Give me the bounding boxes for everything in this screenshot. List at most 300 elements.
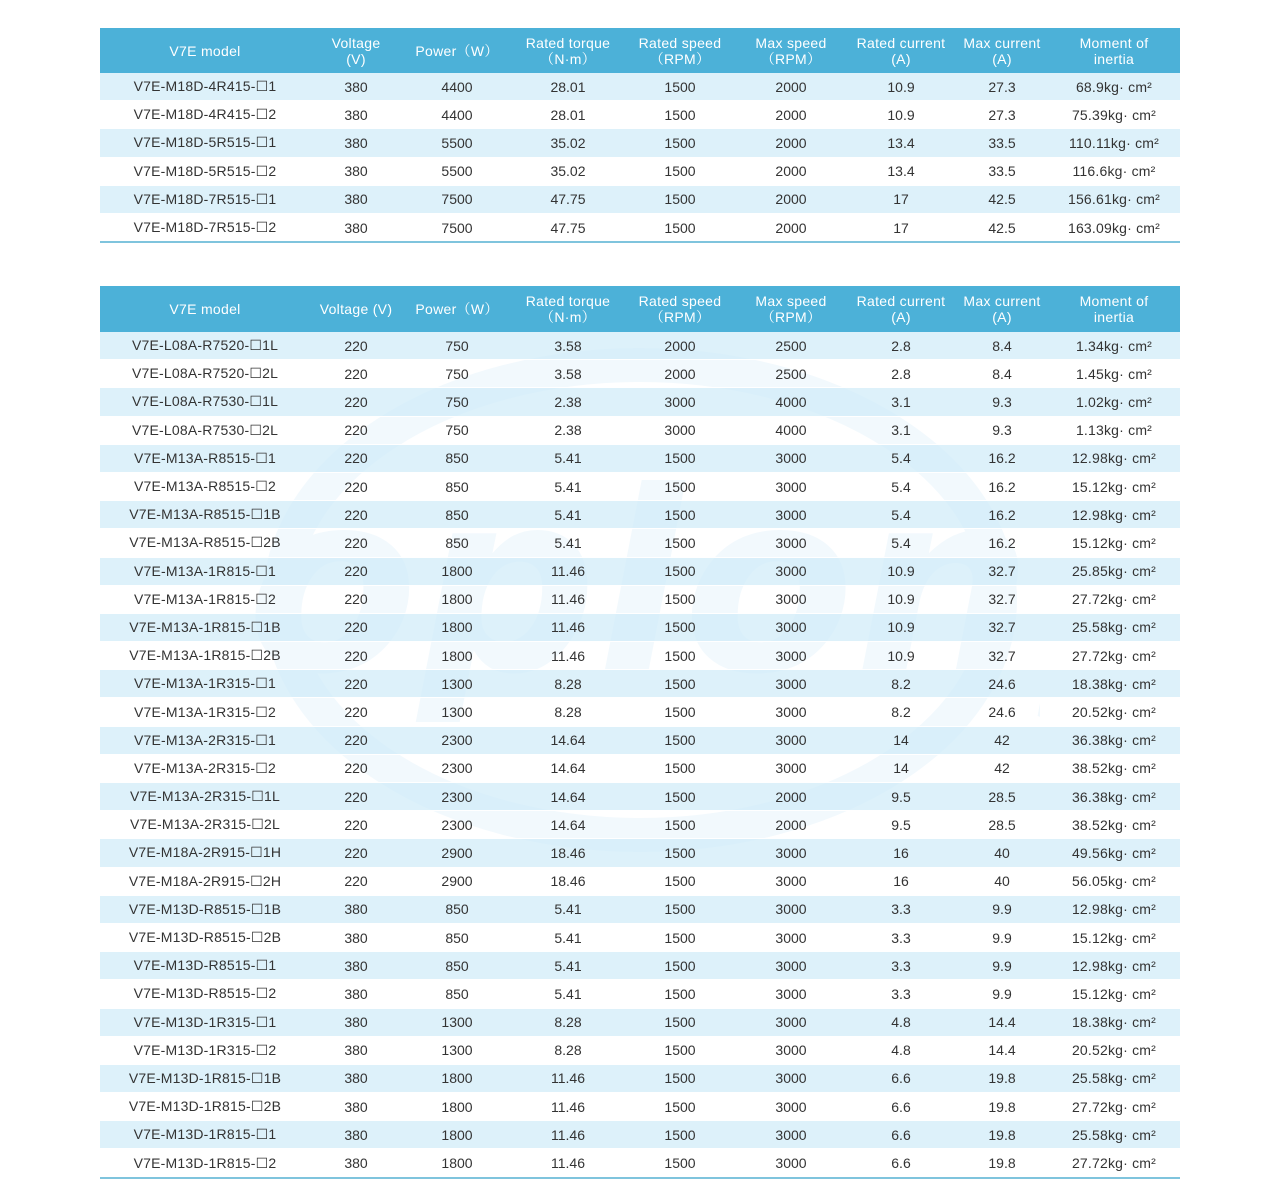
table-row	[100, 213, 1180, 242]
header-rated-current	[846, 286, 956, 332]
cell-moment-of-inertia: 15.12kg· cm²	[1048, 529, 1180, 557]
table-row	[100, 1064, 1180, 1092]
cell-model: V7E-M18D-5R515-☐2	[100, 157, 310, 185]
cell-moment-of-inertia: 25.58kg· cm²	[1048, 1121, 1180, 1149]
cell-max-speed: 3000	[736, 923, 846, 951]
cell-voltage: 380	[310, 213, 402, 242]
table-row	[100, 923, 1180, 951]
cell-voltage: 220	[310, 501, 402, 529]
cell-power: 1800	[402, 1121, 512, 1149]
table-row	[100, 1149, 1180, 1178]
cell-model: V7E-M13D-1R815-☐1B	[100, 1064, 310, 1092]
cell-max-speed: 3000	[736, 1093, 846, 1121]
header-label-line2: inertia	[1093, 50, 1135, 67]
cell-rated-current: 10.9	[846, 585, 956, 613]
cell-moment-of-inertia: 12.98kg· cm²	[1048, 895, 1180, 923]
cell-max-current: 16.2	[956, 472, 1048, 500]
header-label-line2: （N·m）	[540, 309, 596, 325]
cell-moment-of-inertia: 25.58kg· cm²	[1048, 613, 1180, 641]
header-label-line1: V7E model	[169, 301, 241, 317]
cell-model: V7E-M13A-R8515-☐2B	[100, 529, 310, 557]
cell-power: 1800	[402, 642, 512, 670]
header-max-speed	[736, 286, 846, 332]
cell-voltage: 380	[310, 1149, 402, 1178]
cell-rated-speed: 1500	[624, 754, 736, 782]
cell-voltage: 220	[310, 332, 402, 360]
cell-max-speed: 2000	[736, 73, 846, 101]
cell-model: V7E-M13A-1R315-☐1	[100, 670, 310, 698]
header-label-line1: Rated torque	[525, 293, 611, 309]
cell-max-current: 14.4	[956, 1008, 1048, 1036]
cell-rated-current: 6.6	[846, 1064, 956, 1092]
cell-max-current: 19.8	[956, 1093, 1048, 1121]
cell-rated-speed: 1500	[624, 1121, 736, 1149]
cell-max-speed: 3000	[736, 444, 846, 472]
cell-max-speed: 3000	[736, 613, 846, 641]
cell-max-current: 27.3	[956, 73, 1048, 101]
cell-rated-torque: 5.41	[512, 472, 624, 500]
cell-rated-torque: 11.46	[512, 1149, 624, 1178]
cell-max-speed: 3000	[736, 952, 846, 980]
cell-moment-of-inertia: 1.02kg· cm²	[1048, 388, 1180, 416]
cell-rated-torque: 35.02	[512, 129, 624, 157]
cell-voltage: 220	[310, 585, 402, 613]
cell-power: 1300	[402, 670, 512, 698]
header-label-line1: Max current	[963, 293, 1041, 309]
cell-model: V7E-M13D-1R315-☐2	[100, 1036, 310, 1064]
cell-rated-torque: 18.46	[512, 867, 624, 895]
header-label-line1: Rated current	[856, 34, 946, 51]
cell-max-speed: 2500	[736, 360, 846, 388]
cell-rated-torque: 47.75	[512, 185, 624, 213]
cell-rated-current: 14	[846, 726, 956, 754]
cell-moment-of-inertia: 68.9kg· cm²	[1048, 73, 1180, 101]
table-row	[100, 444, 1180, 472]
cell-voltage: 380	[310, 1036, 402, 1064]
cell-max-speed: 2000	[736, 129, 846, 157]
cell-rated-speed: 1500	[624, 670, 736, 698]
table-row	[100, 157, 1180, 185]
table-row	[100, 416, 1180, 444]
header-label-line1: Power（W）	[415, 42, 499, 59]
cell-voltage: 380	[310, 185, 402, 213]
cell-max-current: 27.3	[956, 101, 1048, 129]
cell-model: V7E-M18D-4R415-☐2	[100, 101, 310, 129]
cell-rated-current: 3.1	[846, 416, 956, 444]
cell-rated-speed: 1500	[624, 501, 736, 529]
cell-power: 1800	[402, 1093, 512, 1121]
cell-rated-current: 16	[846, 867, 956, 895]
cell-rated-torque: 5.41	[512, 895, 624, 923]
cell-max-speed: 3000	[736, 867, 846, 895]
cell-rated-torque: 47.75	[512, 213, 624, 242]
cell-moment-of-inertia: 1.13kg· cm²	[1048, 416, 1180, 444]
header-max-current	[956, 286, 1048, 332]
table-row	[100, 557, 1180, 585]
cell-max-speed: 3000	[736, 670, 846, 698]
header-label-line2: （RPM）	[649, 50, 711, 67]
table-row	[100, 185, 1180, 213]
cell-max-current: 9.9	[956, 923, 1048, 951]
cell-model: V7E-M13A-2R315-☐2	[100, 754, 310, 782]
cell-moment-of-inertia: 38.52kg· cm²	[1048, 754, 1180, 782]
cell-moment-of-inertia: 38.52kg· cm²	[1048, 811, 1180, 839]
header-max-speed	[736, 28, 846, 73]
cell-power: 7500	[402, 213, 512, 242]
cell-max-speed: 2000	[736, 811, 846, 839]
cell-rated-speed: 1500	[624, 1036, 736, 1064]
cell-moment-of-inertia: 56.05kg· cm²	[1048, 867, 1180, 895]
cell-moment-of-inertia: 156.61kg· cm²	[1048, 185, 1180, 213]
specs-table-mixed	[100, 286, 1180, 1179]
cell-voltage: 380	[310, 1121, 402, 1149]
table-row	[100, 388, 1180, 416]
cell-voltage: 220	[310, 811, 402, 839]
cell-rated-current: 10.9	[846, 613, 956, 641]
header-label-line2: (V)	[346, 50, 366, 67]
cell-rated-current: 5.4	[846, 472, 956, 500]
cell-rated-torque: 5.41	[512, 923, 624, 951]
cell-power: 1300	[402, 698, 512, 726]
header-power	[402, 286, 512, 332]
cell-power: 1300	[402, 1036, 512, 1064]
cell-max-speed: 3000	[736, 1121, 846, 1149]
cell-max-current: 33.5	[956, 157, 1048, 185]
cell-model: V7E-L08A-R7520-☐1L	[100, 332, 310, 360]
cell-max-current: 42	[956, 726, 1048, 754]
header-model	[100, 286, 310, 332]
table-row	[100, 1093, 1180, 1121]
cell-rated-speed: 1500	[624, 839, 736, 867]
cell-rated-torque: 11.46	[512, 642, 624, 670]
cell-max-speed: 4000	[736, 416, 846, 444]
cell-max-current: 28.5	[956, 811, 1048, 839]
cell-power: 750	[402, 360, 512, 388]
cell-max-speed: 2000	[736, 101, 846, 129]
header-label-line2: (A)	[992, 50, 1012, 67]
cell-rated-speed: 2000	[624, 360, 736, 388]
cell-voltage: 380	[310, 952, 402, 980]
cell-max-speed: 3000	[736, 1008, 846, 1036]
cell-rated-speed: 1500	[624, 783, 736, 811]
cell-voltage: 220	[310, 670, 402, 698]
cell-model: V7E-L08A-R7520-☐2L	[100, 360, 310, 388]
cell-power: 2300	[402, 754, 512, 782]
cell-voltage: 220	[310, 613, 402, 641]
header-label-line1: Max speed	[755, 34, 827, 51]
cell-max-current: 33.5	[956, 129, 1048, 157]
table-row	[100, 811, 1180, 839]
table-row	[100, 613, 1180, 641]
table-row	[100, 952, 1180, 980]
cell-max-speed: 3000	[736, 472, 846, 500]
cell-model: V7E-M13D-R8515-☐1	[100, 952, 310, 980]
cell-rated-torque: 8.28	[512, 1008, 624, 1036]
cell-max-speed: 3000	[736, 980, 846, 1008]
cell-rated-current: 6.6	[846, 1093, 956, 1121]
cell-power: 850	[402, 444, 512, 472]
cell-rated-current: 2.8	[846, 360, 956, 388]
cell-power: 1800	[402, 557, 512, 585]
cell-model: V7E-M13A-1R815-☐1B	[100, 613, 310, 641]
cell-rated-torque: 3.58	[512, 332, 624, 360]
table-row	[100, 980, 1180, 1008]
cell-voltage: 220	[310, 529, 402, 557]
cell-rated-current: 5.4	[846, 444, 956, 472]
cell-max-current: 24.6	[956, 698, 1048, 726]
cell-power: 1800	[402, 1149, 512, 1178]
header-rated-current	[846, 28, 956, 73]
cell-moment-of-inertia: 27.72kg· cm²	[1048, 642, 1180, 670]
cell-rated-torque: 5.41	[512, 980, 624, 1008]
header-label-line1: Max speed	[755, 293, 827, 309]
cell-voltage: 380	[310, 980, 402, 1008]
cell-max-current: 40	[956, 867, 1048, 895]
cell-max-current: 16.2	[956, 529, 1048, 557]
cell-max-current: 8.4	[956, 332, 1048, 360]
cell-power: 4400	[402, 101, 512, 129]
cell-max-current: 32.7	[956, 613, 1048, 641]
header-label-line2: (A)	[891, 309, 911, 325]
cell-max-current: 16.2	[956, 444, 1048, 472]
cell-moment-of-inertia: 20.52kg· cm²	[1048, 1036, 1180, 1064]
table-row	[100, 472, 1180, 500]
cell-rated-torque: 8.28	[512, 698, 624, 726]
header-label-line2: （N·m）	[540, 50, 596, 67]
cell-rated-speed: 1500	[624, 185, 736, 213]
cell-model: V7E-M13D-1R815-☐2B	[100, 1093, 310, 1121]
table-row	[100, 332, 1180, 360]
cell-moment-of-inertia: 27.72kg· cm²	[1048, 1149, 1180, 1178]
table-row	[100, 73, 1180, 101]
cell-power: 2300	[402, 811, 512, 839]
cell-power: 1800	[402, 1064, 512, 1092]
cell-rated-speed: 1500	[624, 101, 736, 129]
cell-power: 850	[402, 472, 512, 500]
cell-max-current: 24.6	[956, 670, 1048, 698]
cell-rated-speed: 1500	[624, 1064, 736, 1092]
cell-model: V7E-M13A-1R815-☐1	[100, 557, 310, 585]
cell-rated-torque: 8.28	[512, 1036, 624, 1064]
header-rated-speed	[624, 28, 736, 73]
cell-moment-of-inertia: 25.58kg· cm²	[1048, 1064, 1180, 1092]
table-row	[100, 726, 1180, 754]
cell-model: V7E-M18D-5R515-☐1	[100, 129, 310, 157]
cell-max-speed: 2000	[736, 213, 846, 242]
cell-moment-of-inertia: 18.38kg· cm²	[1048, 1008, 1180, 1036]
cell-rated-current: 14	[846, 754, 956, 782]
cell-rated-speed: 3000	[624, 416, 736, 444]
header-label-line1: Rated speed	[638, 293, 722, 309]
cell-model: V7E-M13D-R8515-☐1B	[100, 895, 310, 923]
cell-moment-of-inertia: 25.85kg· cm²	[1048, 557, 1180, 585]
cell-rated-current: 3.3	[846, 980, 956, 1008]
table-row	[100, 1121, 1180, 1149]
cell-power: 1800	[402, 613, 512, 641]
cell-max-speed: 3000	[736, 529, 846, 557]
cell-rated-speed: 1500	[624, 726, 736, 754]
cell-voltage: 380	[310, 157, 402, 185]
cell-max-speed: 3000	[736, 839, 846, 867]
cell-moment-of-inertia: 110.11kg· cm²	[1048, 129, 1180, 157]
cell-moment-of-inertia: 18.38kg· cm²	[1048, 670, 1180, 698]
header-power	[402, 28, 512, 73]
header-label-line1: Max current	[963, 34, 1041, 51]
header-label-line2: (A)	[891, 50, 911, 67]
header-voltage	[310, 28, 402, 73]
cell-rated-speed: 1500	[624, 129, 736, 157]
cell-model: V7E-M13D-R8515-☐2	[100, 980, 310, 1008]
cell-rated-current: 5.4	[846, 529, 956, 557]
cell-rated-torque: 11.46	[512, 1064, 624, 1092]
cell-max-current: 9.9	[956, 952, 1048, 980]
cell-rated-current: 4.8	[846, 1036, 956, 1064]
cell-rated-current: 9.5	[846, 811, 956, 839]
cell-rated-current: 5.4	[846, 501, 956, 529]
cell-model: V7E-M13A-R8515-☐1B	[100, 501, 310, 529]
cell-voltage: 380	[310, 1093, 402, 1121]
specs-table-380v-m18	[100, 28, 1180, 243]
table-header-row	[100, 28, 1180, 73]
cell-max-current: 9.9	[956, 895, 1048, 923]
cell-model: V7E-M18D-7R515-☐2	[100, 213, 310, 242]
cell-rated-current: 6.6	[846, 1121, 956, 1149]
cell-model: V7E-M13D-1R815-☐1	[100, 1121, 310, 1149]
cell-max-speed: 3000	[736, 642, 846, 670]
cell-rated-torque: 5.41	[512, 952, 624, 980]
cell-moment-of-inertia: 27.72kg· cm²	[1048, 585, 1180, 613]
cell-max-current: 9.3	[956, 416, 1048, 444]
cell-moment-of-inertia: 75.39kg· cm²	[1048, 101, 1180, 129]
cell-rated-current: 6.6	[846, 1149, 956, 1178]
cell-voltage: 380	[310, 923, 402, 951]
cell-model: V7E-M13A-1R815-☐2B	[100, 642, 310, 670]
cell-voltage: 380	[310, 1064, 402, 1092]
cell-max-speed: 3000	[736, 557, 846, 585]
cell-model: V7E-M13A-1R315-☐2	[100, 698, 310, 726]
cell-rated-speed: 1500	[624, 811, 736, 839]
cell-max-current: 32.7	[956, 557, 1048, 585]
cell-rated-current: 3.1	[846, 388, 956, 416]
header-moment-of-inertia	[1048, 286, 1180, 332]
cell-moment-of-inertia: 12.98kg· cm²	[1048, 444, 1180, 472]
cell-moment-of-inertia: 36.38kg· cm²	[1048, 726, 1180, 754]
cell-power: 850	[402, 895, 512, 923]
header-label-line1: Moment of	[1079, 293, 1149, 309]
cell-max-speed: 3000	[736, 895, 846, 923]
header-label-line1: Moment of	[1079, 34, 1149, 51]
table-row	[100, 585, 1180, 613]
cell-power: 2900	[402, 867, 512, 895]
cell-rated-torque: 2.38	[512, 416, 624, 444]
header-max-current	[956, 28, 1048, 73]
table-row	[100, 129, 1180, 157]
cell-rated-torque: 11.46	[512, 1121, 624, 1149]
cell-rated-speed: 1500	[624, 952, 736, 980]
cell-rated-current: 3.3	[846, 952, 956, 980]
cell-rated-speed: 1500	[624, 585, 736, 613]
cell-rated-speed: 1500	[624, 157, 736, 185]
table-row	[100, 1036, 1180, 1064]
cell-rated-speed: 1500	[624, 529, 736, 557]
cell-rated-speed: 1500	[624, 213, 736, 242]
table-row	[100, 867, 1180, 895]
cell-moment-of-inertia: 27.72kg· cm²	[1048, 1093, 1180, 1121]
cell-moment-of-inertia: 12.98kg· cm²	[1048, 952, 1180, 980]
cell-rated-speed: 1500	[624, 1008, 736, 1036]
cell-power: 750	[402, 332, 512, 360]
table-row	[100, 670, 1180, 698]
cell-voltage: 380	[310, 1008, 402, 1036]
cell-model: V7E-M18A-2R915-☐2H	[100, 867, 310, 895]
cell-moment-of-inertia: 15.12kg· cm²	[1048, 980, 1180, 1008]
header-label-line1: Rated speed	[638, 34, 722, 51]
header-model	[100, 28, 310, 73]
cell-rated-current: 2.8	[846, 332, 956, 360]
cell-rated-torque: 18.46	[512, 839, 624, 867]
cell-max-speed: 2000	[736, 157, 846, 185]
cell-max-current: 42.5	[956, 213, 1048, 242]
table-row	[100, 101, 1180, 129]
cell-rated-speed: 1500	[624, 1149, 736, 1178]
cell-max-current: 19.8	[956, 1064, 1048, 1092]
cell-voltage: 220	[310, 416, 402, 444]
cell-power: 2300	[402, 783, 512, 811]
cell-max-current: 42.5	[956, 185, 1048, 213]
cell-rated-current: 8.2	[846, 698, 956, 726]
cell-rated-speed: 1500	[624, 444, 736, 472]
header-label-line2: （RPM）	[760, 50, 822, 67]
cell-max-speed: 3000	[736, 1036, 846, 1064]
cell-rated-speed: 1500	[624, 613, 736, 641]
cell-moment-of-inertia: 20.52kg· cm²	[1048, 698, 1180, 726]
cell-moment-of-inertia: 163.09kg· cm²	[1048, 213, 1180, 242]
cell-rated-torque: 28.01	[512, 73, 624, 101]
cell-rated-speed: 1500	[624, 1093, 736, 1121]
table-row	[100, 529, 1180, 557]
cell-max-current: 8.4	[956, 360, 1048, 388]
cell-power: 4400	[402, 73, 512, 101]
cell-rated-torque: 14.64	[512, 754, 624, 782]
cell-power: 5500	[402, 129, 512, 157]
cell-power: 750	[402, 416, 512, 444]
cell-model: V7E-M13A-R8515-☐1	[100, 444, 310, 472]
cell-rated-speed: 1500	[624, 867, 736, 895]
cell-rated-current: 3.3	[846, 895, 956, 923]
cell-rated-speed: 1500	[624, 698, 736, 726]
header-label-line2: （RPM）	[760, 309, 822, 325]
cell-power: 850	[402, 952, 512, 980]
cell-rated-torque: 11.46	[512, 585, 624, 613]
cell-voltage: 220	[310, 698, 402, 726]
cell-max-current: 16.2	[956, 501, 1048, 529]
cell-rated-torque: 35.02	[512, 157, 624, 185]
cell-model: V7E-M18D-4R415-☐1	[100, 73, 310, 101]
cell-moment-of-inertia: 12.98kg· cm²	[1048, 501, 1180, 529]
cell-model: V7E-M18D-7R515-☐1	[100, 185, 310, 213]
cell-power: 850	[402, 501, 512, 529]
header-label-line1: Rated torque	[525, 34, 611, 51]
cell-max-current: 42	[956, 754, 1048, 782]
cell-rated-current: 10.9	[846, 101, 956, 129]
table-row	[100, 839, 1180, 867]
table-row	[100, 360, 1180, 388]
cell-rated-torque: 28.01	[512, 101, 624, 129]
cell-rated-current: 17	[846, 213, 956, 242]
cell-max-speed: 3000	[736, 1064, 846, 1092]
table-row	[100, 783, 1180, 811]
cell-rated-torque: 14.64	[512, 811, 624, 839]
